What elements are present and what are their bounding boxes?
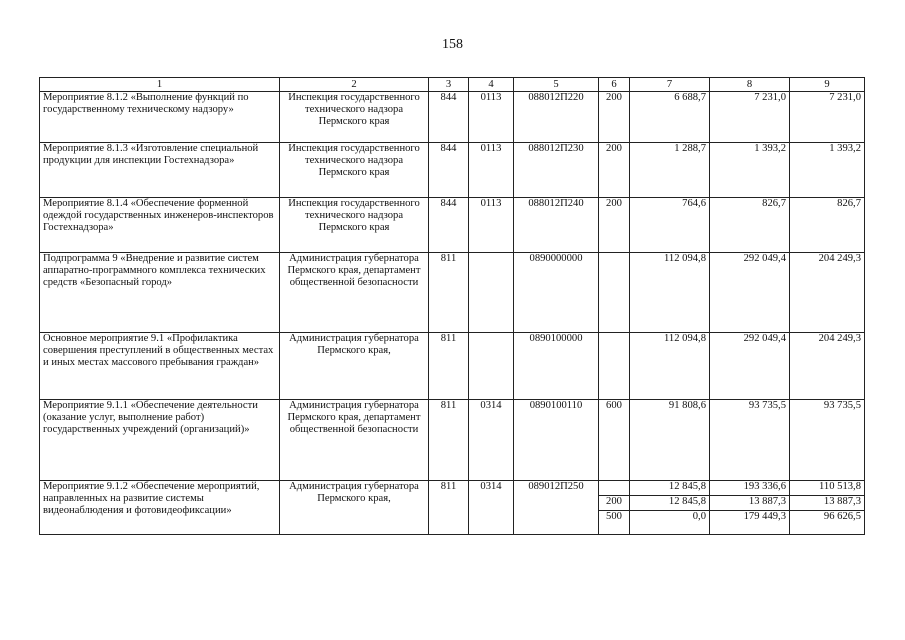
row-value-8: 7 231,0 (710, 92, 790, 143)
row-csr: 089012П250 (514, 481, 599, 535)
table-row (40, 253, 865, 333)
row-csr: 088012П230 (514, 143, 599, 198)
row-vr: 200 (599, 92, 630, 143)
row-rzpr: 0314 (469, 481, 514, 535)
row-csr: 0890100000 (514, 333, 599, 400)
row-csr: 088012П240 (514, 198, 599, 253)
row-name: Мероприятие 8.1.4 «Обеспечение форменной одеждой государственных инженеров-инспекторов Гостехнадзора» (40, 198, 280, 253)
row-value-9: 204 249,3 (790, 333, 865, 400)
row-vr (599, 481, 630, 496)
row-name: Подпрограмма 9 «Внедрение и развитие систем аппаратно-программного комплекса технических средств «Безопасный город» (40, 253, 280, 333)
row-value-7: 1 288,7 (630, 143, 710, 198)
row-value-7: 12 845,8 (630, 481, 710, 496)
row-value-7: 12 845,8 (630, 496, 710, 511)
row-grbs: 844 (429, 92, 469, 143)
row-executor: Администрация губернатора Пермского края, департамент общественной безопасности (280, 400, 429, 481)
row-vr: 500 (599, 511, 630, 535)
budget-table (39, 77, 865, 535)
table-row (40, 481, 865, 496)
row-executor: Администрация губернатора Пермского края, (280, 481, 429, 535)
column-header: 9 (790, 78, 865, 92)
row-grbs: 811 (429, 400, 469, 481)
row-value-8: 193 336,6 (710, 481, 790, 496)
row-value-8: 292 049,4 (710, 253, 790, 333)
column-header: 2 (280, 78, 429, 92)
row-value-9: 13 887,3 (790, 496, 865, 511)
row-grbs: 811 (429, 333, 469, 400)
row-value-8: 179 449,3 (710, 511, 790, 535)
row-value-9: 204 249,3 (790, 253, 865, 333)
row-vr: 200 (599, 143, 630, 198)
row-value-8: 13 887,3 (710, 496, 790, 511)
row-name: Мероприятие 9.1.2 «Обеспечение мероприятий, направленных на развитие системы видеонаблюдения и фотовидеофиксации» (40, 481, 280, 535)
row-grbs: 811 (429, 253, 469, 333)
table-row (40, 198, 865, 253)
row-value-9: 93 735,5 (790, 400, 865, 481)
row-value-9: 110 513,8 (790, 481, 865, 496)
row-rzpr: 0113 (469, 143, 514, 198)
row-value-9: 7 231,0 (790, 92, 865, 143)
column-header: 6 (599, 78, 630, 92)
row-grbs: 844 (429, 143, 469, 198)
row-rzpr: 0113 (469, 92, 514, 143)
row-executor: Инспекция государственного технического надзора Пермского края (280, 198, 429, 253)
column-number-row (40, 78, 865, 92)
row-vr: 200 (599, 198, 630, 253)
row-rzpr (469, 253, 514, 333)
row-value-9: 826,7 (790, 198, 865, 253)
column-header: 4 (469, 78, 514, 92)
row-vr (599, 333, 630, 400)
row-value-7: 112 094,8 (630, 253, 710, 333)
row-value-8: 1 393,2 (710, 143, 790, 198)
row-value-7: 0,0 (630, 511, 710, 535)
row-name: Мероприятие 9.1.1 «Обеспечение деятельности (оказание услуг, выполнение работ) государственных учреждений (организаций)» (40, 400, 280, 481)
row-rzpr: 0113 (469, 198, 514, 253)
row-vr: 200 (599, 496, 630, 511)
row-grbs: 844 (429, 198, 469, 253)
column-header: 8 (710, 78, 790, 92)
row-executor: Администрация губернатора Пермского края, департамент общественной безопасности (280, 253, 429, 333)
row-csr: 088012П220 (514, 92, 599, 143)
row-value-7: 112 094,8 (630, 333, 710, 400)
row-value-7: 764,6 (630, 198, 710, 253)
row-value-8: 826,7 (710, 198, 790, 253)
column-header: 3 (429, 78, 469, 92)
row-vr (599, 253, 630, 333)
row-name: Мероприятие 8.1.3 «Изготовление специальной продукции для инспекции Гостехнадзора» (40, 143, 280, 198)
table-row (40, 143, 865, 198)
column-header: 1 (40, 78, 280, 92)
table-row (40, 92, 865, 143)
row-vr: 600 (599, 400, 630, 481)
row-rzpr: 0314 (469, 400, 514, 481)
column-header: 7 (630, 78, 710, 92)
table-row (40, 333, 865, 400)
column-header: 5 (514, 78, 599, 92)
row-executor: Администрация губернатора Пермского края, (280, 333, 429, 400)
row-executor: Инспекция государственного технического надзора Пермского края (280, 92, 429, 143)
row-value-8: 93 735,5 (710, 400, 790, 481)
table-row (40, 400, 865, 481)
row-rzpr (469, 333, 514, 400)
row-value-7: 91 808,6 (630, 400, 710, 481)
row-value-9: 96 626,5 (790, 511, 865, 535)
row-value-8: 292 049,4 (710, 333, 790, 400)
row-csr: 0890100110 (514, 400, 599, 481)
row-grbs: 811 (429, 481, 469, 535)
row-name: Основное мероприятие 9.1 «Профилактика совершения преступлений в общественных местах и иных местах массового пребывания граждан» (40, 333, 280, 400)
row-value-7: 6 688,7 (630, 92, 710, 143)
row-value-9: 1 393,2 (790, 143, 865, 198)
row-name: Мероприятие 8.1.2 «Выполнение функций по государственному техническому надзору» (40, 92, 280, 143)
page-number: 158 (442, 37, 463, 52)
row-csr: 0890000000 (514, 253, 599, 333)
row-executor: Инспекция государственного технического надзора Пермского края (280, 143, 429, 198)
